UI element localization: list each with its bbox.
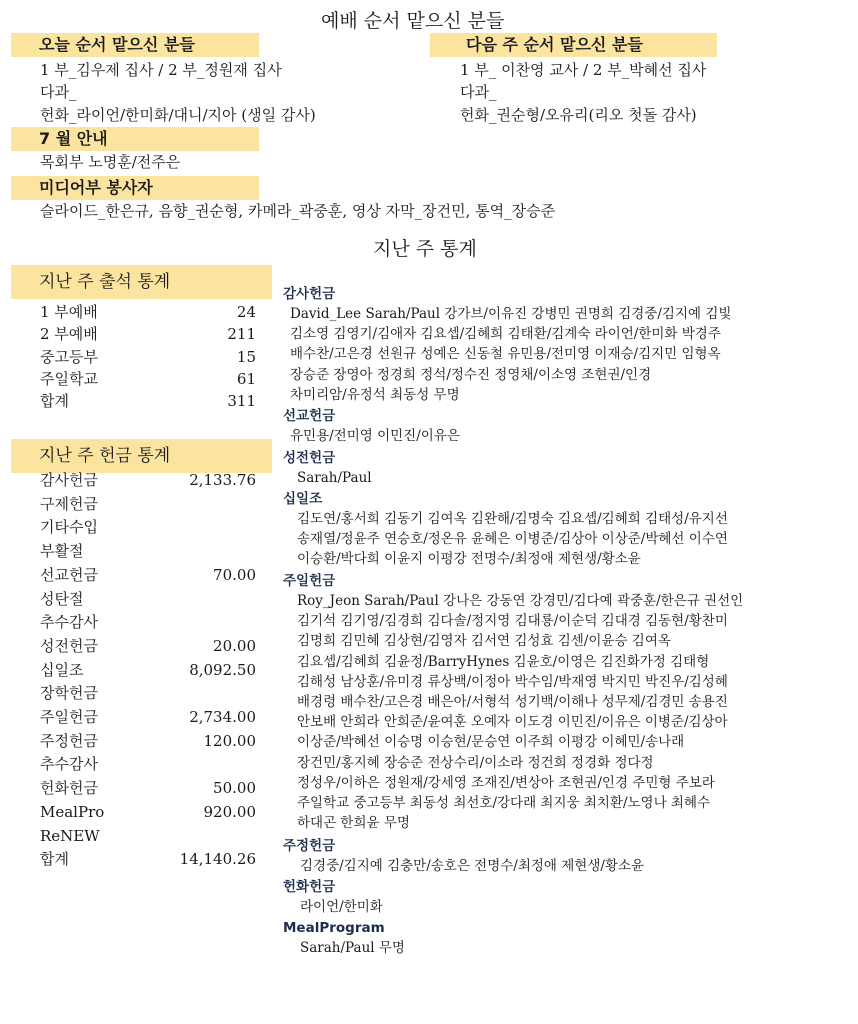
- attendance-row-label: 1 부예배: [40, 303, 98, 321]
- thanks-offering-names: 차미리암/유정석 최동성 무명: [290, 386, 460, 403]
- sunday-offering-names: 김해성 남상훈/유미경 류상백/이정아 박수임/박재영 박지민 박진우/김성혜: [297, 673, 728, 690]
- attendance-row: [40, 301, 256, 323]
- attendance-row-value: 61: [236, 369, 256, 388]
- mission-offering-names: 유민용/전미영 이민진/이유은: [290, 428, 460, 444]
- weekly-offering-heading: 주정헌금: [283, 838, 336, 854]
- thanks-offering-names: 장승준 장영아 정경희 정석/정수진 정영채/이소영 조현권/인경: [290, 366, 652, 383]
- tithe-names: 이승환/박다희 이윤지 이평강 전명수/최정애 제현생/황소윤: [297, 551, 641, 568]
- next-week-refreshments: 다과_: [460, 83, 497, 101]
- offering-row: [40, 682, 256, 704]
- offering-row: [40, 730, 256, 752]
- offering-row-label: 선교헌금: [40, 565, 98, 584]
- offering-row-value: 2,133.76: [189, 471, 256, 489]
- next-week-roles-header: 다음 주 순서 맡으신 분들: [430, 33, 717, 57]
- offering-row-label: 합계: [40, 850, 69, 869]
- page-title: 예배 순서 맡으신 분들: [321, 10, 505, 32]
- offering-row-label: 추수감사: [40, 755, 98, 774]
- offering-row: [40, 469, 256, 491]
- sunday-offering-names: 배경령 배수찬/고은경 배은아/서형석 성기백/이해나 성무제/김경민 송용진: [297, 694, 728, 710]
- thanks-offering-names: 배수찬/고은경 선원규 성예은 신동철 유민용/전미영 이재승/김지민 임형옥: [290, 346, 721, 363]
- offering-row: [40, 706, 256, 728]
- offering-row: [40, 516, 256, 538]
- mission-offering-heading: 선교헌금: [283, 408, 336, 424]
- offering-row-label: 추수감사: [40, 613, 98, 632]
- attendance-row-value: 15: [236, 347, 256, 366]
- attendance-row-label: 2 부예배: [40, 325, 98, 344]
- attendance-row-value: 311: [227, 392, 256, 411]
- sunday-offering-heading: 주일헌금: [283, 573, 336, 589]
- attendance-row-value: 211: [227, 325, 256, 344]
- offering-row-label: 감사헌금: [40, 471, 98, 489]
- temple-offering-heading: 성전헌금: [283, 450, 336, 466]
- offering-row-value: 920.00: [203, 802, 256, 821]
- next-week-flowers: 헌화_권순형/오유리(리오 첫돌 감사): [460, 106, 697, 124]
- attendance-row: [40, 368, 256, 390]
- offering-row-value: 8,092.50: [189, 660, 256, 679]
- today-service-leaders: 1 부_김우제 집사 / 2 부_정원재 집사: [40, 61, 282, 79]
- offering-row: [40, 659, 256, 681]
- offering-row-label: 장학헌금: [40, 684, 98, 703]
- july-notice-header: 7 월 안내: [11, 127, 259, 151]
- sunday-offering-names: 김명희 김민혜 김상현/김영자 김서연 김성효 김센/이윤승 김여옥: [297, 633, 671, 650]
- tithe-names: 송재열/정윤주 연승호/정온유 윤혜은 이병준/김상아 이상준/박혜선 이수연: [297, 531, 728, 548]
- temple-offering-names: Sarah/Paul: [297, 470, 372, 486]
- flower-offering-names: 라이언/한미화: [300, 899, 383, 915]
- next-week-service-leaders: 1 부_ 이찬영 교사 / 2 부_박혜선 집사: [460, 61, 707, 79]
- thanks-offering-heading: 감사헌금: [283, 286, 336, 302]
- offering-row-value: 50.00: [213, 779, 256, 798]
- offering-row-label: 성탄절: [40, 589, 84, 608]
- offering-row-value: 2,734.00: [189, 708, 256, 726]
- offering-row: [40, 753, 256, 775]
- offering-row-label: 구제헌금: [40, 494, 98, 513]
- offering-row: [40, 777, 256, 799]
- offering-row-label: 기타수입: [40, 518, 98, 537]
- offering-row-label: ReNEW: [40, 826, 100, 845]
- sunday-offering-names: 이상준/박혜선 이승명 이승현/문승연 이주희 이평강 이혜민/송나래: [297, 734, 685, 751]
- attendance-row: [40, 346, 256, 368]
- offering-row-label: 부활절: [40, 542, 84, 561]
- tithe-names: 김도연/홍서희 김동기 김여옥 김완해/김명숙 김요셉/김혜희 김태성/유지선: [297, 511, 728, 527]
- offering-row-label: 십일조: [40, 660, 84, 679]
- sunday-offering-names: 김요셉/김혜희 김윤정/BarryHynes 김윤호/이영은 김진화가정 김태형: [297, 653, 710, 670]
- sunday-offering-names: 하대곤 한희윤 무명: [297, 815, 410, 832]
- thanks-offering-names: David_Lee Sarah/Paul 강가브/이유진 강병민 권명희 김경중/김지예 김빛: [290, 306, 732, 322]
- offering-stats-header: 지난 주 헌금 통계: [11, 439, 272, 473]
- offering-row-value: 14,140.26: [179, 850, 256, 869]
- flower-offering-heading: 헌화헌금: [283, 879, 336, 895]
- offering-row-label: MealPro: [40, 802, 105, 821]
- offering-row: [40, 540, 256, 562]
- offering-row: [40, 493, 256, 515]
- media-volunteers-text: 슬라이드_한은규, 음향_권순형, 카메라_곽중훈, 영상 자막_장건민, 통역_장승준: [40, 202, 556, 220]
- attendance-row: [40, 323, 256, 345]
- thanks-offering-names: 김소영 김영기/김애자 김요셉/김혜희 김태환/김계숙 라이언/한미화 박경주: [290, 326, 721, 343]
- attendance-stats-header: 지난 주 출석 통계: [11, 265, 272, 299]
- sunday-offering-names: Roy_Jeon Sarah/Paul 강나은 강동연 강경민/김다예 곽중훈/한은규 권선인: [297, 593, 744, 609]
- attendance-row-label: 주일학교: [40, 369, 98, 388]
- attendance-row-value: 24: [236, 303, 256, 321]
- today-flowers: 헌화_라이언/한미화/대니/지아 (생일 감사): [40, 106, 316, 124]
- last-week-title: 지난 주 통계: [373, 238, 477, 260]
- offering-row-label: 헌화헌금: [40, 779, 98, 798]
- today-roles-header: 오늘 순서 맡으신 분들: [11, 33, 259, 57]
- offering-row-label: 성전헌금: [40, 636, 98, 655]
- offering-row-label: 주일헌금: [40, 708, 98, 726]
- offering-row: [40, 848, 256, 870]
- offering-row: [40, 564, 256, 586]
- offering-row-value: 70.00: [213, 565, 256, 584]
- sunday-offering-names: 장건민/홍지혜 장승준 전상수리/이소라 정건희 정경화 정다정: [297, 754, 654, 771]
- attendance-row-label: 합계: [40, 392, 69, 411]
- tithe-heading: 십일조: [283, 491, 323, 507]
- attendance-row: [40, 390, 256, 412]
- offering-row-label: 주정헌금: [40, 731, 98, 750]
- media-volunteers-header: 미디어부 봉사자: [11, 176, 259, 200]
- sunday-offering-names: 안보배 안희라 안희준/윤여훈 오예자 이도경 이민진/이유은 이병준/김상아: [297, 714, 728, 731]
- offering-row-value: 20.00: [213, 636, 256, 655]
- offering-row: [40, 588, 256, 610]
- sunday-offering-names: 주일학교 중고등부 최동성 최선호/강다래 최지웅 최치환/노영나 최혜수: [297, 795, 711, 811]
- offering-row: [40, 635, 256, 657]
- sunday-offering-names: 정성우/이하은 정원재/강세영 조재진/변상아 조현권/인경 주민형 주보라: [297, 774, 715, 791]
- offering-row: [40, 801, 256, 823]
- july-notice-text: 목회부 노명훈/전주은: [40, 153, 181, 171]
- offering-row-value: 120.00: [203, 731, 256, 750]
- offering-row: [40, 825, 256, 847]
- sunday-offering-names: 김기석 김기영/김경희 김다솔/정지영 김대룡/이순덕 김대경 김동현/황찬미: [297, 613, 728, 630]
- offering-row: [40, 611, 256, 633]
- weekly-offering-names: 김경중/김지예 김충만/송호은 전명수/최정애 제현생/황소윤: [300, 858, 645, 874]
- meal-program-names: Sarah/Paul 무명: [300, 940, 405, 956]
- meal-program-heading: MealProgram: [283, 920, 385, 936]
- attendance-row-label: 중고등부: [40, 347, 98, 366]
- today-refreshments: 다과_: [40, 83, 77, 101]
